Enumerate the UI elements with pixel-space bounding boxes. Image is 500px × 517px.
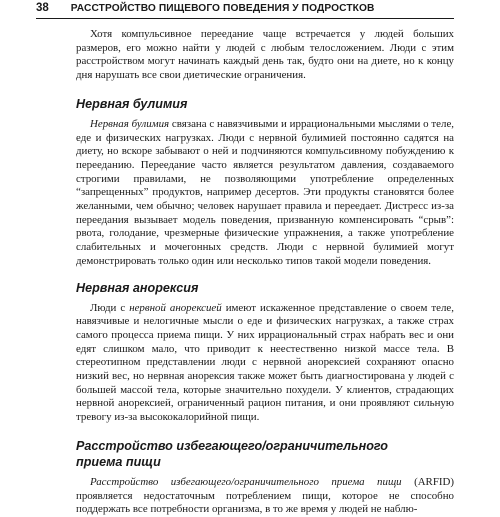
page-number: 38 [36, 2, 49, 14]
page-body [76, 28, 454, 517]
bulimia-paragraph [76, 118, 454, 269]
arfid-paragraph [76, 476, 454, 517]
running-header [36, 0, 454, 19]
heading-anorexia: Нервная анорексия [76, 280, 199, 295]
heading-arfid-line2: приема пищи [76, 454, 161, 469]
heading-arfid-line1: Расстройство избегающего/ограничительного [76, 438, 388, 453]
heading-arfid [76, 438, 454, 470]
bulimia-text: связана с навязчивыми и иррациональными мыслями о теле, еде и физических нагрузках. Люди с нервной булимией постоянно садятся на диету, но вскоре забывают о ней и подчиняются компульсивному побуждению к перееданию. Переедание часто является результатом давления, создаваемого строгими правилами, не позволяющими употребление определенных “запрещенных” продуктов, например десертов. Эти продукты становятся более желанными, чем обычно; человек нарушает правила и переедает. Дистресс из-за переедания вызывает модель поведения, призванную компенсировать “срыв”: рвота, голодание, чрезмерные физические упражнения, а также употребление слабительных и мочегонных средств. Люди с нервной булимией могут демонстрировать только один или несколько типов такой модели поведения. [76, 117, 454, 267]
anorexia-term: нервной анорексией [129, 301, 222, 314]
anorexia-paragraph [76, 302, 454, 425]
bulimia-term: Нервная булимия [90, 117, 170, 130]
running-title: РАССТРОЙСТВО ПИЩЕВОГО ПОВЕДЕНИЯ У ПОДРОСТКОВ [70, 3, 375, 14]
anorexia-text-end: имеют искаженное представление о своем теле, навязчивые и нелогичные мысли о еде и физических нагрузках, а также страх самого процесса приема пищи. У них иррациональный страх набрать вес и они едят слишком мало, что приводит к неестественно низкой массе тела. В стереотипном представлении люди с нервной анорексией сохраняют опасно низкий вес, но нервная анорексия также может быть диагностирована у людей с большей массой тела, которые значительно похудели. У клиентов, страдающих нервной анорексией, ограниченный рацион питания, и они проявляют сильную тревогу из-за высококалорийной пищи. [76, 301, 454, 424]
intro-paragraph: Хотя компульсивное переедание чаще встречается у людей больших размеров, его можно найти у людей с любым телосложением. Люди с этим расстройством могут начинать каждый день так, будто они на диете, но к концу дня нарушать все свои диетические ограничения. [76, 28, 454, 82]
heading-bulimia: Нервная булимия [76, 96, 188, 111]
anorexia-text-start: Люди с [90, 301, 130, 314]
arfid-term: Расстройство избегающего/ограничительного приема пищи [90, 475, 402, 488]
arfid-text: (ARFID) проявляется недостаточным потреблением пищи, которое не способно поддержать все потребности организма, в то же время у людей не наблю- [76, 475, 454, 516]
